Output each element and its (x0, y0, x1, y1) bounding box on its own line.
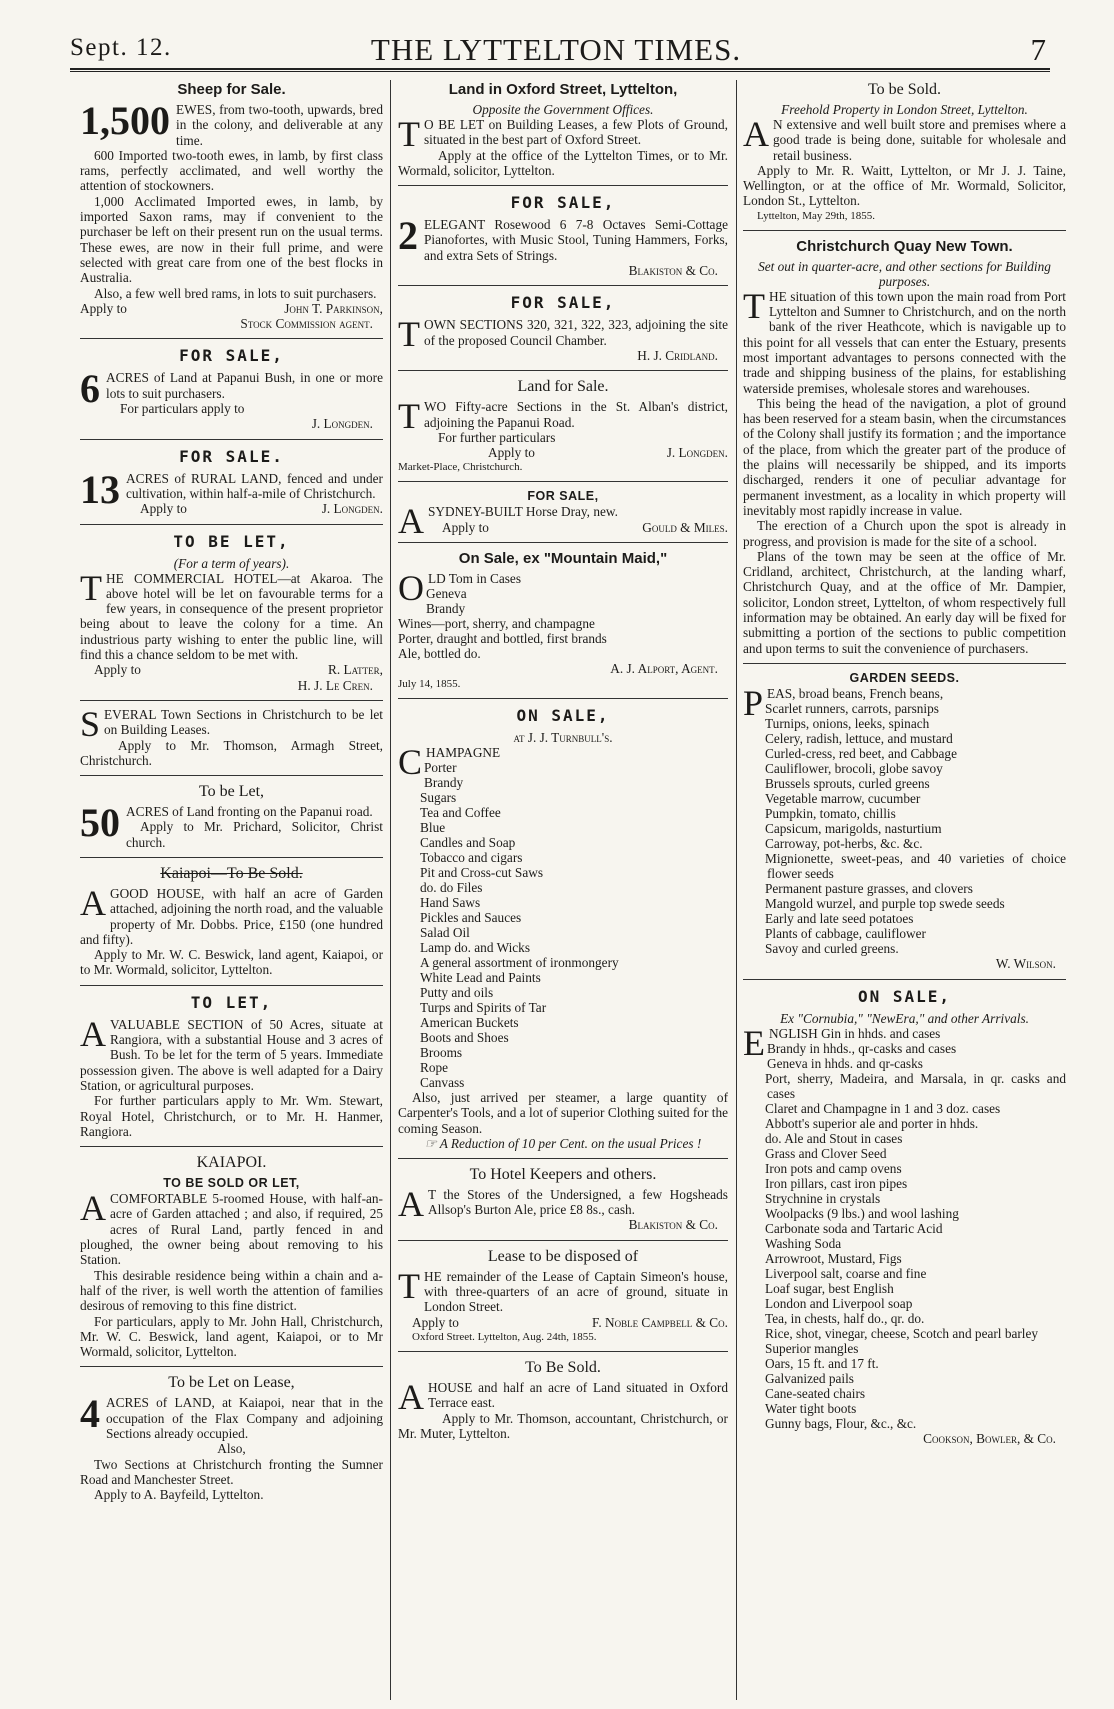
list-item: Geneva in hhds. and qr-casks (767, 1055, 923, 1071)
signature-role: Stock Commission agent. (240, 316, 373, 332)
ad-heading: Land for Sale. (517, 378, 609, 396)
ad-divider (80, 439, 383, 440)
ad-date: July 14, 1855. (398, 677, 461, 690)
ad-subheading: Set out in quarter-acre, and other sections for Building purposes. (758, 258, 1051, 289)
ad-note: A Reduction of 10 per Cent. on the usual Prices ! (439, 1135, 702, 1151)
ad-text: ACRES of Land fronting on the Papanui road. (126, 804, 373, 820)
ad-divider (398, 285, 728, 286)
pointing-hand-icon: ☞ (424, 1135, 437, 1151)
list-item: HAMPAGNE (426, 744, 501, 760)
ad-divider (398, 1240, 728, 1241)
ad-heading: To Hotel Keepers and others. (469, 1165, 657, 1183)
list-item: Mignionette, sweet-peas, and 40 varieties of choice flower seeds (765, 851, 1066, 882)
ad-heading: On Sale, ex "Mountain Maid," (458, 550, 668, 568)
list-item: Cane-seated chairs (765, 1385, 866, 1401)
goods-list (398, 760, 728, 1090)
ad-to-be-let-50 (80, 782, 383, 850)
list-item: Capsicum, marigolds, nasturtium (765, 821, 942, 837)
ad-text: OWN SECTIONS 320, 321, 322, 323, adjoining the site of the proposed Council Chamber. (424, 317, 728, 348)
ad-divider (80, 338, 383, 339)
ad-text: Also, (217, 1441, 246, 1457)
ad-subheading: Ex "Cornubia," "NewEra," and other Arrivals. (780, 1010, 1029, 1026)
ad-text: O BE LET on Building Leases, a few Plots of Ground, situated in the best part of Oxford Street. (424, 117, 728, 148)
list-item: Curled-cress, red beet, and Cabbage (765, 746, 957, 762)
ad-horse-dray (398, 488, 728, 542)
apply-label: Apply to (80, 300, 127, 316)
ad-divider (398, 1158, 728, 1159)
list-item: Turnips, onions, leeks, spinach (765, 716, 930, 732)
list-item: Carroway, pot-herbs, &c. &c. (765, 836, 923, 852)
list-item: Tea and Coffee (420, 804, 501, 820)
list-item: Early and late seed potatoes (765, 911, 914, 927)
ad-heading: Kaiapoi—To Be Sold. (160, 864, 303, 882)
ad-to-let-rangiora (80, 992, 383, 1139)
list-item: Sugars (420, 789, 457, 805)
ad-text: N extensive and well built store and premises where a good trade is being done, suitable for wholesale and retail business. (773, 117, 1066, 163)
ad-heading: FOR SALE. (179, 446, 284, 466)
signature: J. Longden. (321, 501, 383, 517)
signature: H. J. Cridland. (637, 347, 718, 363)
big-number: 13 (80, 466, 120, 512)
ad-text: Apply to A. Bayfeild, Lyttelton. (94, 1487, 264, 1503)
ad-heading: To be Let, (198, 783, 265, 801)
list-item: Wines—port, sherry, and champagne (398, 616, 595, 632)
drop-cap: T (398, 396, 420, 437)
list-item: EAS, broad beans, French beans, (767, 685, 944, 701)
list-item: Washing Soda (765, 1235, 842, 1251)
ad-divider (80, 985, 383, 986)
ad-divider (80, 524, 383, 525)
ad-christchurch-quay (743, 237, 1066, 656)
column-3 (743, 80, 1066, 1705)
drop-cap: A (743, 114, 769, 154)
drop-cap: A (80, 1013, 106, 1054)
ad-heading: To be Let on Lease, (168, 1374, 295, 1392)
drop-cap: T (743, 285, 765, 326)
list-item: Abbott's superior ale and porter in hhds. (765, 1115, 979, 1131)
signature: A. J. Alport, Agent. (610, 661, 718, 677)
ad-hotel-keepers (398, 1165, 728, 1233)
list-item: Oars, 15 ft. and 17 ft. (765, 1355, 879, 1371)
page-number: 7 (1030, 32, 1046, 67)
seeds-list (743, 701, 1066, 956)
ad-location: Market-Place, Christchurch. (398, 461, 523, 474)
ad-text: 600 Imported two-tooth ewes, in lamb, by first class rams, perfectly acclimated, and well worthy the attention of stockowners. (80, 147, 383, 194)
ad-to-be-sold-house (398, 1358, 728, 1441)
ad-heading: Sheep for Sale. (177, 81, 286, 98)
ad-text: Two Sections at Christchurch fronting the Sumner Road and Manchester Street. (80, 1456, 383, 1487)
ad-freehold-property (743, 80, 1066, 223)
ad-divider (80, 700, 383, 701)
list-item: Pickles and Sauces (420, 909, 522, 925)
ad-divider (398, 542, 728, 543)
drop-cap: A (398, 501, 424, 542)
list-item: Ale, bottled do. (398, 646, 481, 662)
list-item: Woolpacks (9 lbs.) and wool lashing (765, 1205, 959, 1221)
big-number: 4 (80, 1391, 100, 1437)
drop-cap: S (80, 703, 101, 744)
big-number: 50 (80, 800, 120, 846)
column-rule (736, 80, 737, 1700)
ad-divider (398, 698, 728, 699)
ad-oxford-street (398, 80, 728, 178)
column-2 (398, 80, 728, 1705)
ad-text: EVERAL Town Sections in Christchurch to be let on Building Leases. (104, 706, 383, 738)
list-item: Celery, radish, lettuce, and mustard (765, 731, 953, 747)
list-item: Loaf sugar, best English (765, 1280, 894, 1296)
ad-let-on-lease (80, 1373, 383, 1502)
ad-divider (743, 979, 1066, 980)
ad-text: ACRES of RURAL LAND, fenced and under cultivation, within half-a-mile of Christchurch. (126, 470, 383, 501)
big-number: 6 (80, 366, 100, 412)
ad-heading: GARDEN SEEDS. (849, 670, 960, 685)
ad-heading: KAIAPOI. (196, 1154, 267, 1172)
ad-text: For further particulars (438, 429, 556, 445)
ad-text: Apply to Mr. Thomson, Armagh Street, Christchurch. (80, 737, 383, 768)
list-item: Liverpool salt, coarse and fine (765, 1265, 927, 1281)
ad-text: SYDNEY-BUILT Horse Dray, new. (428, 504, 618, 520)
ad-heading: FOR SALE, (527, 489, 599, 504)
drop-cap: A (398, 1183, 424, 1224)
list-item: Geneva (426, 586, 467, 602)
list-item: Canvass (420, 1074, 465, 1090)
ad-text: 1,000 Acclimated Imported ewes, in lamb, by imported Saxon rams, may if convenient to the purchaser be left on their present run on the usual terms. These ewes, are now in their full prime, and were selected with great care from one of the best flocks in Australia. (80, 193, 383, 286)
signature: W. Wilson. (995, 956, 1056, 972)
ad-text: ELEGANT Rosewood 6 7-8 Octaves Semi-Cottage Pianofortes, with Music Stool, Tuning Hammers, Forks, and extra Sets of Strings. (424, 217, 728, 263)
apply-label: Apply to (94, 662, 141, 678)
ad-divider (398, 1351, 728, 1352)
list-item: Scarlet runners, carrots, parsnips (765, 701, 939, 717)
ad-text: T the Stores of the Undersigned, a few Hogsheads Allsop's Burton Ale, price £8 8s., cash. (428, 1186, 728, 1218)
ad-divider (80, 1146, 383, 1147)
ad-text: HE remainder of the Lease of Captain Simeon's house, with three-quarters of an acre of ground, situate in London Street. (424, 1268, 728, 1315)
apply-label: Apply to (412, 1314, 459, 1330)
drop-cap: T (80, 567, 102, 608)
ad-garden-seeds (743, 670, 1066, 972)
ad-location: Oxford Street. Lyttelton, Aug. 24th, 1855. (412, 1330, 597, 1343)
ad-text: WO Fifty-acre Sections in the St. Alban's district, adjoining the Papanui Road. (424, 399, 728, 430)
ad-text: For particulars, apply to Mr. John Hall, Christchurch, Mr. W. C. Beswick, land agent, Kaiapoi, or to Mr Wormald, solicitor, Lyttelton. (80, 1313, 383, 1360)
ad-text: ACRES of Land at Papanui Bush, in one or more lots to suit purchasers. (106, 370, 383, 401)
ad-subheading: at J. J. Turnbull's. (513, 729, 613, 745)
ad-divider (398, 185, 728, 186)
list-item: Water tight boots (765, 1400, 857, 1416)
ad-town-sections (80, 703, 383, 768)
drop-cap: T (398, 1265, 420, 1306)
list-item: Hand Saws (420, 894, 481, 910)
signature: Blakiston & Co. (628, 1217, 718, 1233)
ad-heading: ON SALE, (857, 986, 952, 1006)
list-item: Plants of cabbage, cauliflower (765, 926, 926, 942)
ad-text: The erection of a Church upon the spot is already in progress, and provision is made for the site of a school. (743, 518, 1066, 549)
ad-text: GOOD HOUSE, with half an acre of Garden attached, adjoining the north road, and the valuable property of Mr. Dobbs. Price, £150 (one hundred and fifty). (80, 885, 383, 947)
list-item: Gunny bags, Flour, &c., &c. (765, 1415, 917, 1431)
list-item: do. Ale and Stout in cases (765, 1130, 903, 1146)
list-item: Carbonate soda and Tartaric Acid (765, 1220, 943, 1236)
ad-text: EWES, from two-tooth, upwards, bred in the colony, and deliverable at any time. (176, 102, 383, 148)
list-item: Permanent pasture grasses, and clovers (765, 881, 973, 897)
list-item: American Buckets (420, 1014, 519, 1030)
ad-subheading: Opposite the Government Offices. (472, 102, 654, 117)
list-item: Pit and Cross-cut Saws (420, 864, 543, 880)
ad-text: Also, a few well bred rams, in lots to suit purchasers. (94, 285, 377, 301)
list-item: Galvanized pails (765, 1370, 854, 1386)
list-item: London and Liverpool soap (765, 1295, 913, 1311)
ad-heading: Land in Oxford Street, Lyttelton, (448, 81, 678, 98)
list-item: Superior mangles (765, 1340, 859, 1356)
ad-heading: TO BE LET, (173, 531, 290, 551)
drop-cap: C (398, 741, 423, 782)
ad-text: HOUSE and half an acre of Land situated in Oxford Terrace east. (428, 1379, 728, 1411)
list-item: Mangold wurzel, and purple top swede seeds (765, 896, 1005, 912)
list-item: Pumpkin, tomato, chillis (765, 806, 896, 822)
masthead-title: THE LYTTELTON TIMES. (370, 32, 742, 67)
list-item: White Lead and Paints (420, 969, 541, 985)
ad-text: ACRES of LAND, at Kaiapoi, near that in the occupation of the Flax Company and adjoining Sections already occupied. (106, 1395, 383, 1441)
ad-divider (743, 663, 1066, 664)
ad-text: Apply to Mr. R. Waitt, Lyttelton, or Mr J. J. Taine, Wellington, or at the office of Mr. Wormald, Solicitor, London St., Lyttelton. (743, 162, 1066, 209)
ad-on-sale-arrivals (743, 986, 1066, 1447)
list-item: Tea, in chests, half do., qr. do. (765, 1310, 925, 1326)
list-item: NGLISH Gin in hhds. and cases (769, 1025, 941, 1041)
goods-list (743, 1041, 1066, 1431)
ad-divider (80, 775, 383, 776)
list-item: Iron pots and camp ovens (765, 1160, 902, 1176)
list-item: Brandy in hhds., qr-casks and cases (767, 1040, 957, 1056)
ad-heading: FOR SALE, (510, 293, 616, 313)
ad-town-sections-sale (398, 292, 728, 363)
ad-heading: Lease to be disposed of (487, 1247, 639, 1265)
signature: Gould & Miles. (642, 519, 728, 535)
ad-text: Plans of the town may be seen at the office of Mr. Cridland, architect, Christchurch, at the landing wharf, Christchurch Quay, and at the office of Mr. Dampier, solicitor, London street, Lyttelton, of whom respectively full information may be obtained. An early day will be fixed for submitting a portion of the sections to public competition and upon terms to suit the convenience of purchasers. (743, 548, 1066, 656)
ad-kaiapoi-house (80, 1153, 383, 1359)
ad-divider (80, 857, 383, 858)
ad-pianofortes (398, 192, 728, 278)
ad-divider (80, 1366, 383, 1367)
list-item: Iron pillars, cast iron pipes (765, 1175, 908, 1191)
ad-text: Apply to Mr. Prichard, Solicitor, Christ church. (126, 819, 383, 850)
ad-divider (398, 481, 728, 482)
ad-kaiapoi-to-be-sold (80, 864, 383, 978)
list-item: Brandy (426, 601, 466, 617)
list-item: Grass and Clover Seed (765, 1145, 887, 1161)
ad-heading: ON SALE, (516, 705, 610, 725)
drop-cap: A (80, 882, 106, 923)
ad-heading: Christchurch Quay New Town. (796, 237, 1013, 255)
apply-label: Apply to (140, 501, 187, 517)
list-item: Salad Oil (420, 924, 470, 940)
list-item: Cauliflower, brocoli, globe savoy (765, 761, 943, 777)
list-item: Vegetable marrow, cucumber (765, 791, 921, 807)
list-item: LD Tom in Cases (428, 571, 522, 587)
ad-text: This being the head of the navigation, a plot of ground has been reserved for a steam basin, when the circumstances of the Colony shall justify its formation ; and the importance of the place, from which the greater part of the produce of the plains will necessarily be shipped, and its imports discharged, renders it one of peculiar advantage for permanent investment, as a locality in which property will inevitably most rapidly increase in value. (743, 395, 1066, 518)
list-item: Lamp do. and Wicks (420, 939, 531, 955)
drop-cap: P (743, 682, 764, 723)
drop-cap: A (80, 1188, 106, 1229)
ad-text: Apply to Mr. Thomson, accountant, Christchurch, or Mr. Muter, Lyttelton. (398, 1410, 728, 1441)
signature: Blakiston & Co. (628, 263, 718, 279)
ad-text: HE COMMERCIAL HOTEL—at Akaroa. The above hotel will be let on favourable terms for a few years, in consequence of the present proprietor being about to leave the colony for a time. An industrious party wishing to enter the public line, will find this a chance seldom to be met with. (80, 570, 383, 663)
header-date: Sept. 12. (70, 34, 172, 61)
list-item: Turps and Spirits of Tar (420, 999, 547, 1015)
ad-text: Apply at the office of the Lyttelton Times, or to Mr. Wormald, solicitor, Lyttelton. (398, 147, 728, 178)
ad-text: For further particulars apply to Mr. Wm. Stewart, Royal Hotel, Christchurch, or to Mr. H. Hanmer, Rangiora. (80, 1093, 383, 1139)
ad-heading: TO LET, (190, 992, 273, 1012)
ad-text: Also, just arrived per steamer, a large quantity of Carpenter's Tools, and a lot of superior Clothing suited for the coming Season. (398, 1089, 728, 1136)
ad-heading: To Be Sold. (525, 1358, 601, 1376)
ad-to-be-let-hotel (80, 531, 383, 693)
ad-mountain-maid (398, 549, 728, 691)
list-item: A general assortment of ironmongery (420, 954, 619, 970)
drop-cap: O (398, 568, 424, 609)
list-item: Candles and Soap (420, 834, 516, 850)
list-item: Brooms (420, 1044, 463, 1060)
list-item: Tobacco and cigars (420, 849, 523, 865)
ad-turnbull (398, 705, 728, 1151)
apply-label: Apply to (442, 519, 489, 535)
ad-heading: FOR SALE, (510, 193, 616, 213)
ad-text: COMFORTABLE 5-roomed House, with half-an-acre of Garden attached ; and also, if required, 25 acres of Rural Land, partly fenced in and ploughed, the owner being about removing to his Station. (80, 1191, 383, 1268)
big-number: 1,500 (80, 98, 170, 143)
signature: Cookson, Bowler, & Co. (923, 1430, 1056, 1446)
ad-text: Apply to Mr. W. C. Beswick, land agent, Kaiapoi, or to Mr. Wormald, solicitor, Lyttelton. (80, 947, 383, 978)
big-number: 2 (398, 213, 418, 259)
ad-land-for-sale (398, 377, 728, 474)
list-item: Port, sherry, Madeira, and Marsala, in qr. casks and cases (765, 1070, 1066, 1101)
ad-for-sale-rural (80, 446, 383, 517)
ad-text: This desirable residence being within a chain and a-half of the river, is well worth the attention of families desirous of removing to this fine district. (80, 1267, 383, 1314)
ad-divider (398, 370, 728, 371)
list-item: Blue (420, 819, 446, 835)
list-item: do. do Files (420, 879, 483, 895)
ad-divider (743, 230, 1066, 231)
list-item: Porter, draught and bottled, first brands (398, 631, 607, 647)
ad-for-sale-papanui (80, 345, 383, 431)
ad-sheep-for-sale (80, 80, 383, 331)
list-item: Brussels sprouts, curled greens (765, 776, 930, 792)
ad-subheading: Freehold Property in London Street, Lyttelton. (781, 102, 1028, 117)
page-header (56, 30, 1056, 76)
list-item: Rope (420, 1059, 449, 1075)
column-rule (390, 80, 391, 1700)
list-item: Strychnine in crystals (765, 1190, 881, 1206)
ad-heading: To be Sold. (867, 81, 942, 98)
signature: H. J. Le Cren. (297, 677, 373, 693)
signature: J. Longden. (666, 445, 728, 461)
list-item: Porter (424, 759, 457, 775)
drop-cap: T (398, 114, 420, 154)
apply-label: Apply to (488, 445, 535, 461)
signature: J. Longden. (311, 416, 373, 432)
signature: R. Latter, (328, 662, 383, 678)
header-rule (70, 68, 1050, 72)
signature: F. Noble Campbell & Co. (592, 1314, 728, 1330)
ad-date: Lyttelton, May 29th, 1855. (757, 209, 875, 222)
list-item: Rice, shot, vinegar, cheese, Scotch and pearl barley (765, 1325, 1039, 1341)
ad-subheading: (For a term of years). (173, 555, 290, 571)
list-item: Brandy (424, 774, 464, 790)
list-item: Savoy and curled greens. (765, 941, 899, 957)
ad-heading: FOR SALE, (179, 346, 284, 366)
ad-text: VALUABLE SECTION of 50 Acres, situate at Rangiora, with a substantial House and 3 acres of Bush. To be let for the term of 5 years. Immediate possession given. The above is well adapted for a Dairy Station, or agricultural purposes. (80, 1016, 383, 1093)
drop-cap: A (398, 1376, 424, 1417)
ad-text: HE situation of this town upon the main road from Port Lyttelton and Sumner to Christchurch, and on the north bank of the river Heathcote, which is navigable up to this point for all vessels that can enter the Estuary, presents most important advantages to persons connected with the trade and shipping business of the plains, for establishing waterside premises, wholesale stores and warehouses. (743, 288, 1066, 396)
list-item: Claret and Champagne in 1 and 3 doz. cases (765, 1100, 1001, 1116)
list-item: Arrowroot, Mustard, Figs (765, 1250, 902, 1266)
drop-cap: E (743, 1022, 765, 1063)
list-item: Boots and Shoes (420, 1029, 509, 1045)
ad-lease-disposed (398, 1247, 728, 1344)
column-1 (80, 80, 383, 1705)
ad-subheading: TO BE SOLD OR LET, (163, 1176, 300, 1191)
ad-text: For particulars apply to (120, 401, 245, 417)
drop-cap: T (398, 314, 420, 355)
signature: John T. Parkinson, (284, 300, 383, 316)
list-item: Putty and oils (420, 984, 494, 1000)
